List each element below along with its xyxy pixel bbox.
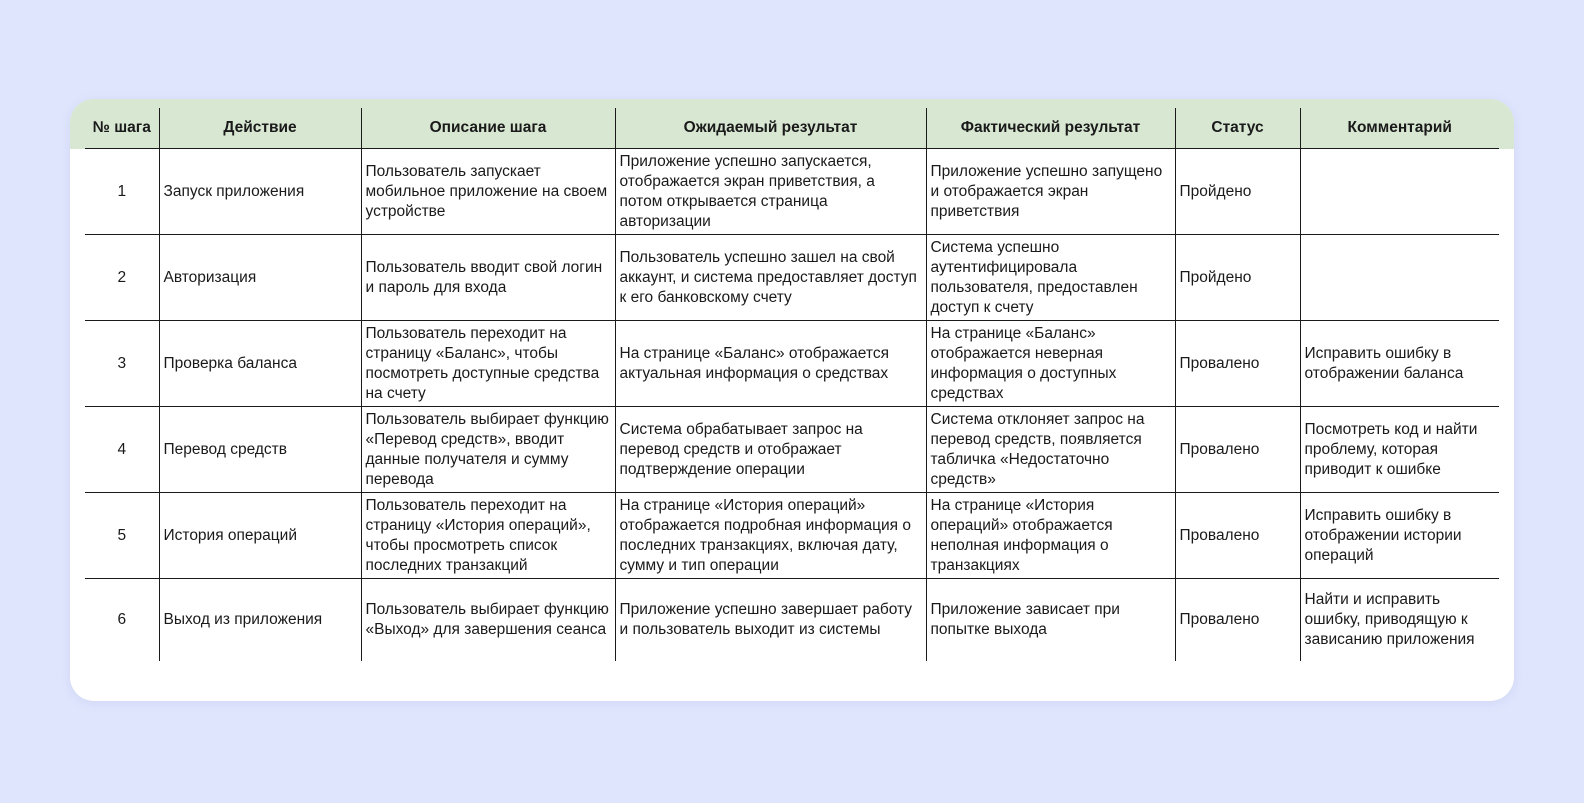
cell-action: Проверка баланса (159, 321, 361, 407)
table-row (85, 235, 1499, 321)
cell-status: Пройдено (1175, 235, 1300, 321)
cell-step-number: 6 (117, 611, 127, 628)
cell-actual-result: На странице «История операций» отображается неполная информация о транзакциях (926, 493, 1175, 579)
cell-description: Пользователь переходит на страницу «История операций», чтобы просмотреть список последних транзакций (361, 493, 615, 579)
cell-comment: Посмотреть код и найти проблему, которая приводит к ошибке (1300, 407, 1499, 493)
cell-comment: Найти и исправить ошибку, приводящую к зависанию приложения (1300, 579, 1499, 662)
cell-actual-result: На странице «Баланс» отображается неверная информация о доступных средствах (926, 321, 1175, 407)
table-row (85, 321, 1499, 407)
header-comment: Комментарий (1300, 108, 1499, 149)
test-case-table (85, 108, 1499, 661)
cell-expected-result: Система обрабатывает запрос на перевод средств и отображает подтверждение операции (615, 407, 926, 493)
cell-actual-result: Система отклоняет запрос на перевод средств, появляется табличка «Недостаточно средств» (926, 407, 1175, 493)
cell-action: Выход из приложения (159, 579, 361, 662)
header-action: Действие (159, 108, 361, 149)
cell-action: Авторизация (159, 235, 361, 321)
cell-comment: Исправить ошибку в отображении истории операций (1300, 493, 1499, 579)
cell-status: Провалено (1175, 493, 1300, 579)
header-status: Статус (1175, 108, 1300, 149)
cell-expected-result: Приложение успешно завершает работу и пользователь выходит из системы (615, 579, 926, 662)
table-header-row (85, 108, 1499, 149)
cell-step-number: 2 (85, 235, 159, 321)
header-description: Описание шага (361, 108, 615, 149)
cell-step-number: 5 (85, 493, 159, 579)
cell-description: Пользователь запускает мобильное приложение на своем устройстве (361, 149, 615, 235)
cell-actual-result: Приложение зависает при попытке выхода (926, 579, 1175, 662)
table-row (85, 149, 1499, 235)
cell-status: Провалено (1175, 579, 1300, 662)
cell-comment (1300, 235, 1499, 321)
cell-status: Пройдено (1175, 149, 1300, 235)
cell-actual-result: Приложение успешно запущено и отображается экран приветствия (926, 149, 1175, 235)
header-expected-result: Ожидаемый результат (615, 108, 926, 149)
cell-step-number: 3 (85, 321, 159, 407)
table-row (85, 579, 1499, 662)
cell-status: Провалено (1175, 407, 1300, 493)
cell-action: Перевод средств (159, 407, 361, 493)
cell-expected-result: На странице «История операций» отображается подробная информация о последних транзакциях, включая дату, сумму и тип операции (615, 493, 926, 579)
cell-comment (1300, 149, 1499, 235)
header-step-number: № шага (85, 108, 159, 149)
cell-step-number: 1 (85, 149, 159, 235)
cell-action: Запуск приложения (159, 149, 361, 235)
table-row (85, 407, 1499, 493)
cell-expected-result: Пользователь успешно зашел на свой аккаунт, и система предоставляет доступ к его банковскому счету (615, 235, 926, 321)
header-actual-result: Фактический результат (926, 108, 1175, 149)
cell-expected-result: Приложение успешно запускается, отображается экран приветствия, а потом открывается страница авторизации (615, 149, 926, 235)
cell-description: Пользователь выбирает функцию «Выход» для завершения сеанса (361, 579, 615, 662)
cell-description: Пользователь переходит на страницу «Баланс», чтобы посмотреть доступные средства на счету (361, 321, 615, 407)
cell-step-number: 4 (85, 407, 159, 493)
table-row (85, 493, 1499, 579)
cell-description: Пользователь вводит свой логин и пароль для входа (361, 235, 615, 321)
cell-description: Пользователь выбирает функцию «Перевод средств», вводит данные получателя и сумму перевода (361, 407, 615, 493)
cell-actual-result: Система успешно аутентифицировала пользователя, предоставлен доступ к счету (926, 235, 1175, 321)
test-case-card (70, 99, 1514, 701)
cell-action: История операций (159, 493, 361, 579)
cell-expected-result: На странице «Баланс» отображается актуальная информация о средствах (615, 321, 926, 407)
cell-comment: Исправить ошибку в отображении баланса (1300, 321, 1499, 407)
cell-status: Провалено (1175, 321, 1300, 407)
